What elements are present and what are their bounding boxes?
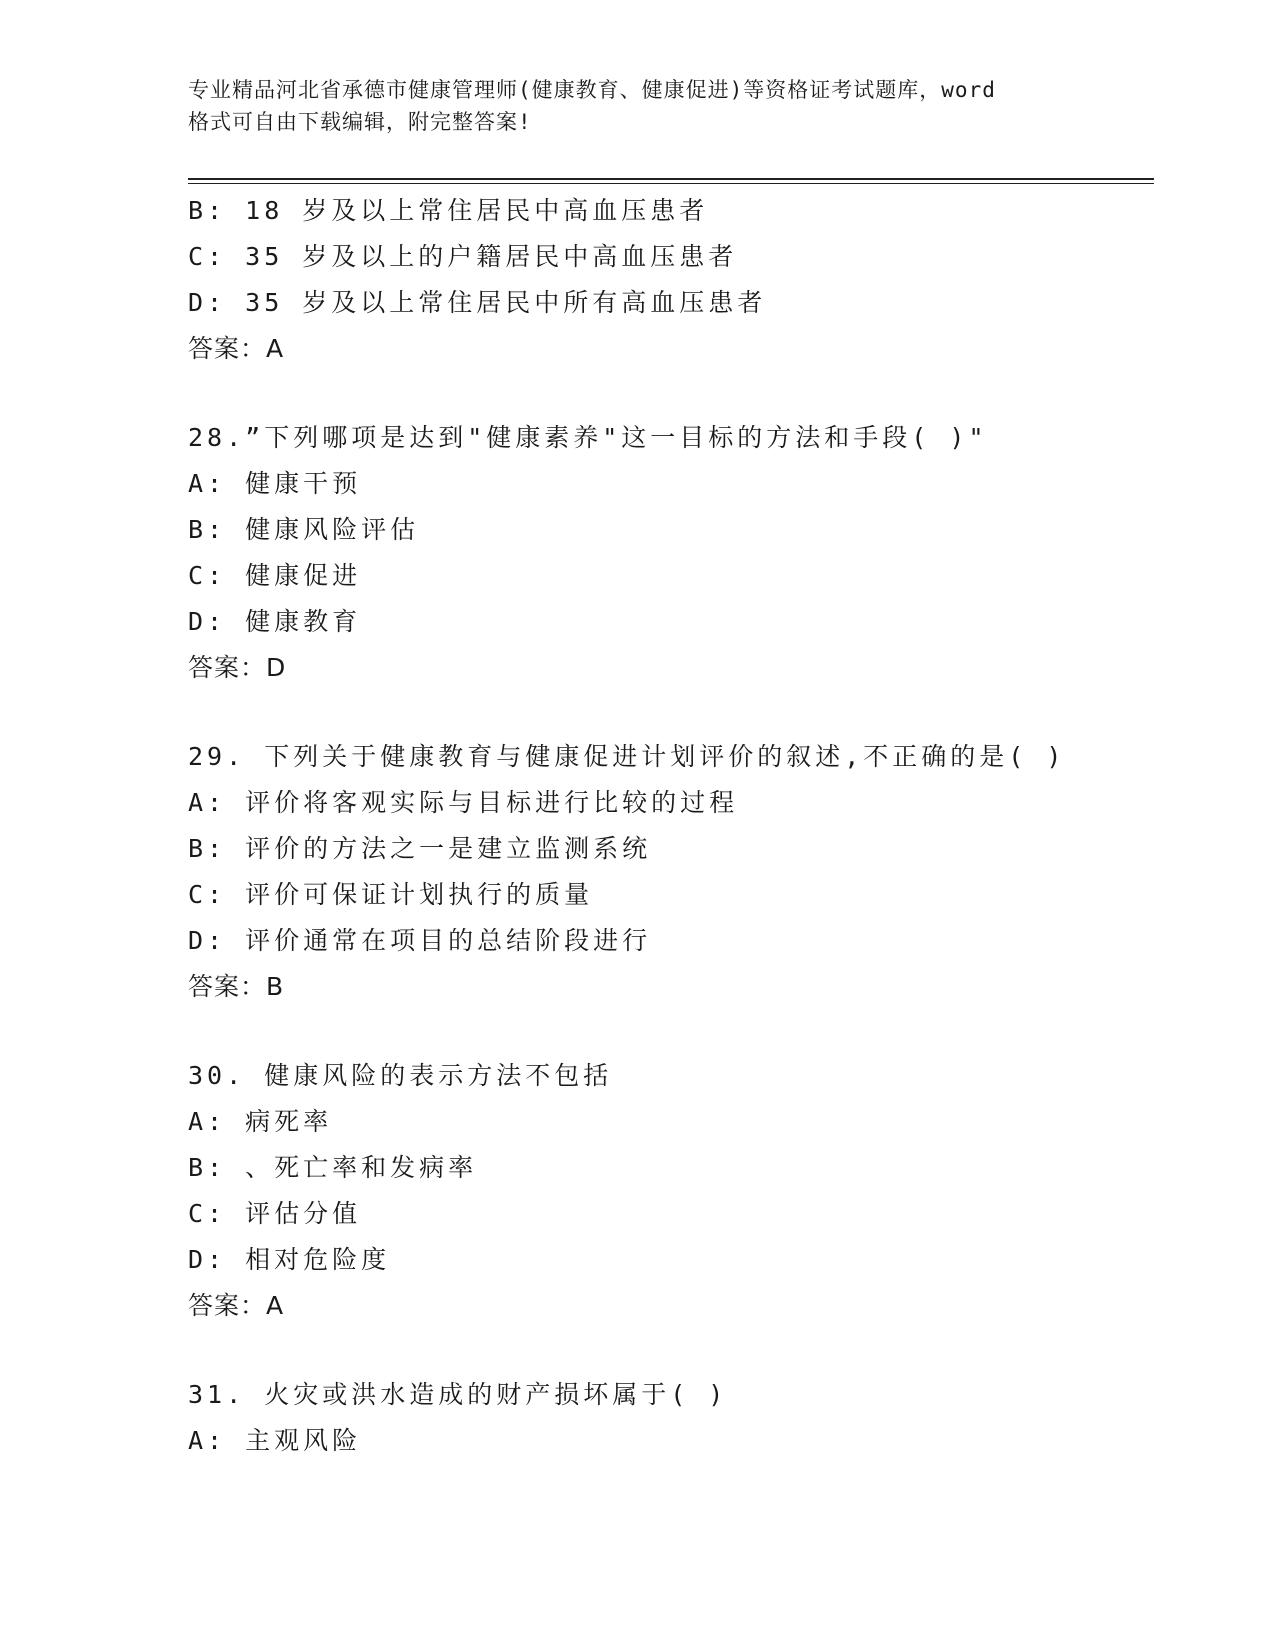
option-d: D: 相对危险度 (188, 1245, 391, 1274)
option-b: B: 评价的方法之一是建立监测系统 (188, 834, 652, 863)
option-c: C: 健康促进 (188, 561, 362, 590)
answer: 答案：A (188, 334, 285, 363)
header-line-1: 专业精品河北省承德市健康管理师(健康教育、健康促进)等资格证考试题库，word (188, 78, 996, 102)
option-d: D: 评价通常在项目的总结阶段进行 (188, 926, 652, 955)
header-divider-thick (188, 178, 1154, 180)
header-divider-thin (188, 183, 1154, 184)
question-list (188, 188, 1154, 1464)
option-b: B: 18 岁及以上常住居民中高血压患者 (188, 196, 709, 225)
question-text: 28.”下列哪项是达到"健康素养"这一目标的方法和手段( )" (188, 423, 988, 452)
option-b: B: 、死亡率和发病率 (188, 1153, 478, 1182)
document-header (188, 74, 1088, 138)
header-line-2: 格式可自由下载编辑，附完整答案! (188, 110, 532, 134)
option-c: C: 评估分值 (188, 1199, 362, 1228)
answer: 答案：A (188, 1291, 285, 1320)
option-b: B: 健康风险评估 (188, 515, 420, 544)
question-31 (188, 1372, 1154, 1464)
option-a: A: 健康干预 (188, 469, 362, 498)
question-30 (188, 1053, 1154, 1329)
question-text: 29. 下列关于健康教育与健康促进计划评价的叙述,不正确的是( ) (188, 742, 1066, 771)
option-d: D: 35 岁及以上常住居民中所有高血压患者 (188, 288, 767, 317)
question-27 (188, 188, 1154, 372)
answer: 答案：D (188, 653, 287, 682)
option-a: A: 主观风险 (188, 1426, 362, 1455)
option-c: C: 评价可保证计划执行的质量 (188, 880, 594, 909)
option-c: C: 35 岁及以上的户籍居民中高血压患者 (188, 242, 738, 271)
question-29 (188, 734, 1154, 1010)
option-d: D: 健康教育 (188, 607, 362, 636)
answer: 答案：B (188, 972, 285, 1001)
question-text: 30. 健康风险的表示方法不包括 (188, 1061, 613, 1090)
option-a: A: 评价将客观实际与目标进行比较的过程 (188, 788, 739, 817)
question-text: 31. 火灾或洪水造成的财产损坏属于( ) (188, 1380, 728, 1409)
option-a: A: 病死率 (188, 1107, 333, 1136)
question-28 (188, 415, 1154, 691)
